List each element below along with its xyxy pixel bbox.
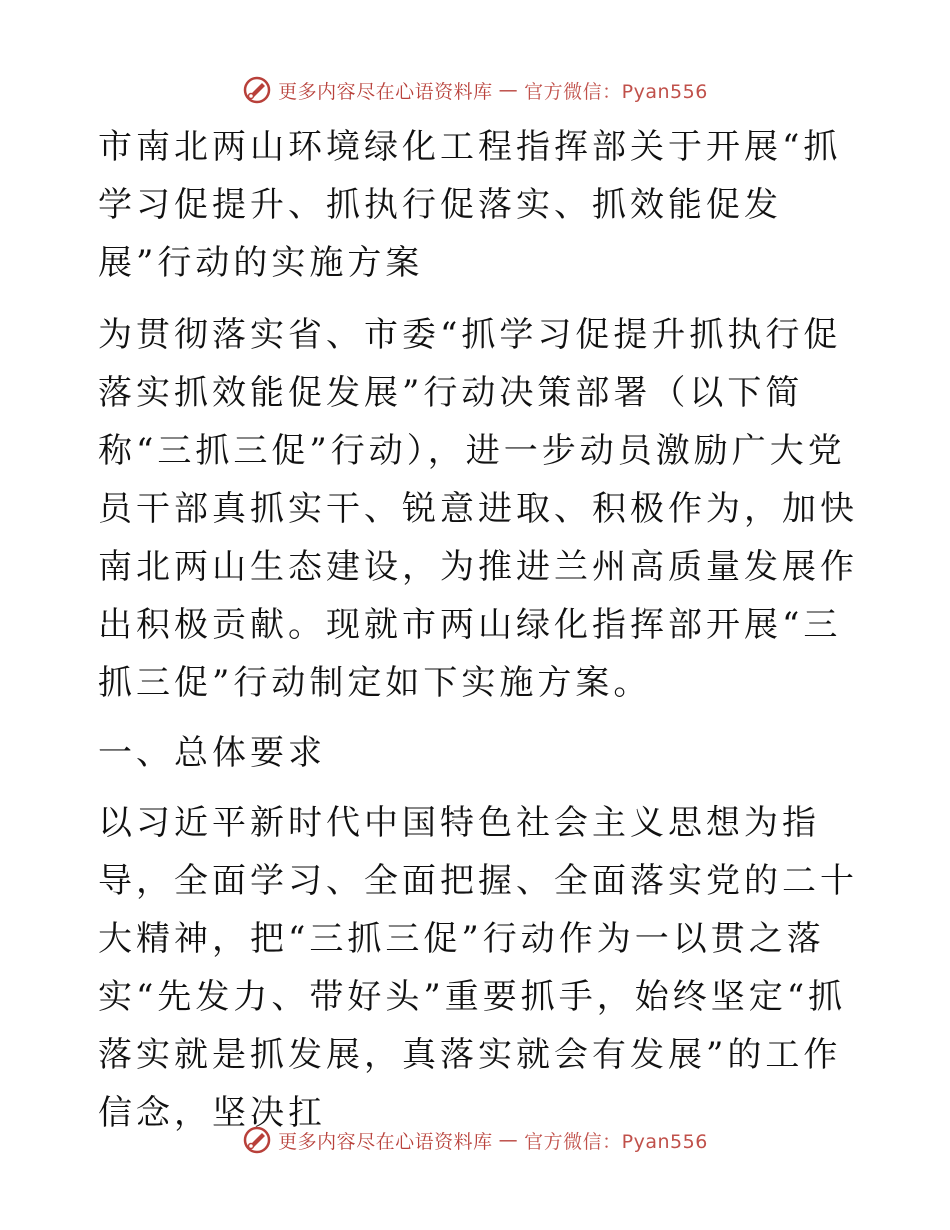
section-body: 以习近平新时代中国特色社会主义思想为指导，全面学习、全面把握、全面落实党的二十大精神，把“三抓三促”行动作为一以贯之落实“先发力、带好头”重要抓手，始终坚定“抓落实就是抓发展，真落实就会有发展”的工作信念，坚决扛 (98, 803, 858, 1133)
watermark-wechat: 官方微信：Pyan556 (524, 1130, 708, 1153)
watermark-wechat: 官方微信：Pyan556 (524, 80, 708, 103)
watermark-separator: — (498, 79, 519, 101)
document-body (98, 118, 858, 1142)
intro-paragraph: 为贯彻落实省、市委“抓学习促提升抓执行促落实抓效能促发展”行动决策部署（以下简称“三抓三促”行动），进一步动员激励广大党员干部真抓实干、锐意进取、积极作为，加快南北两山生态建设，为推进兰州高质量发展作出积极贡献。现就市两山绿化指挥部开展“三抓三促”行动制定如下实施方案。 (98, 315, 858, 703)
logo-icon (242, 75, 272, 105)
logo-icon (242, 1125, 272, 1155)
section-heading: 一、总体要求 (98, 733, 326, 773)
watermark-text: 更多内容尽在心语资料库 (278, 1130, 493, 1153)
footer-watermark (0, 1120, 950, 1160)
watermark-separator: — (498, 1129, 519, 1151)
document-title: 市南北两山环境绿化工程指挥部关于开展“抓学习促提升、抓执行促落实、抓效能促发展”行动的实施方案 (98, 127, 842, 283)
watermark-text: 更多内容尽在心语资料库 (278, 80, 493, 103)
header-watermark (0, 70, 950, 110)
